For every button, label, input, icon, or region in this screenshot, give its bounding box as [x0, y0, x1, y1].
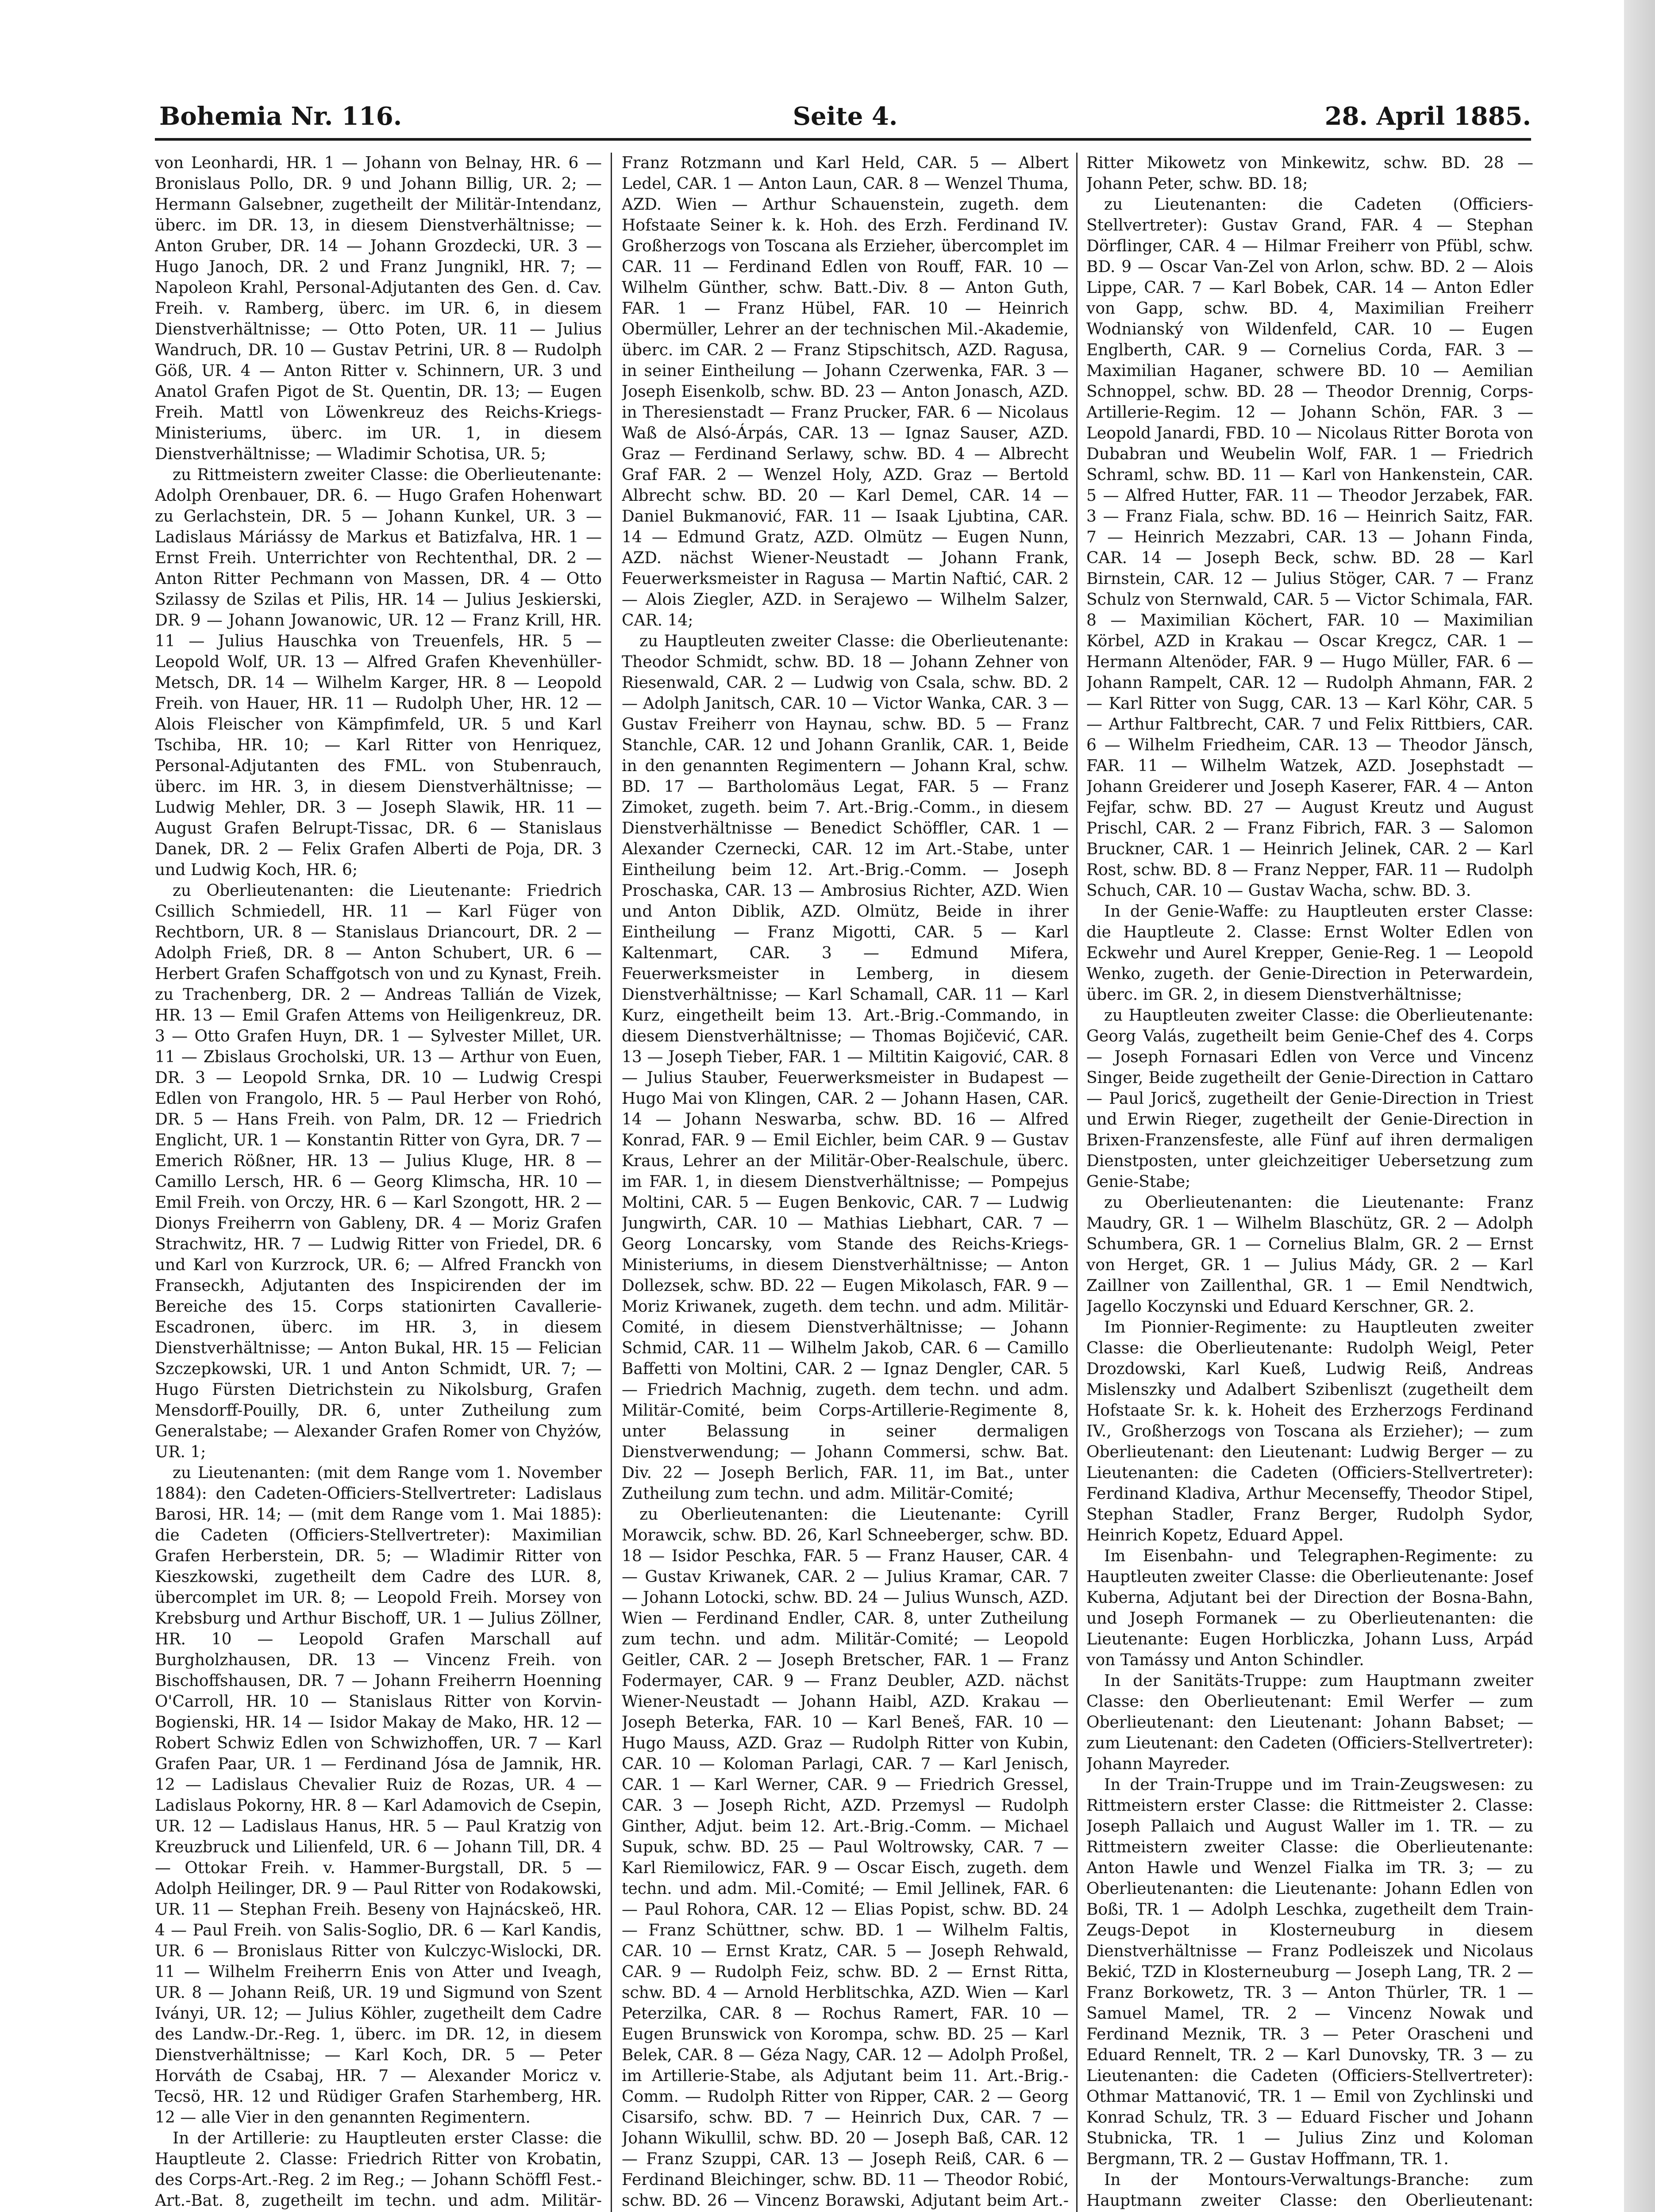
column-divider — [611, 153, 612, 2212]
paragraph: von Leonhardi, HR. 1 — Johann von Belnay, HR. 6 — Bronislaus Pollo, DR. 9 und Johann Billig, UR. 2; — Hermann Galsebner, zugetheilt der Militär-Intendanz, überc. im DR. 13, in diesem Dienstverhältnisse; — Anton Gruber, DR. 14 — Johann Grozdecki, UR. 3 — Hugo Janoch, DR. 2 und Franz Jungnikl, HR. 7; — Napoleon Krahl, Personal-Adjutanten des Gen. d. Cav. Freih. v. Ramberg, überc. im UR. 6, in diesem Dienstverhältnisse; — Otto Poten, UR. 11 — Julius Wandruch, DR. 10 — Gustav Petrini, UR. 8 — Rudolph Göß, UR. 4 — Anton Ritter v. Schinnern, UR. 3 und Anatol Grafen Pigot de St. Quentin, DR. 13; — Eugen Freih. Mattl von Löwenkreuz des Reichs-Kriegs-Ministeriums, überc. im UR. 1, in diesem Dienstverhältnisse; — Wladimir Schotisa, UR. 5; — [155, 154, 602, 463]
paragraph: zu Oberlieutenanten: die Lieutenante: Cyrill Morawcik, schw. BD. 26, Karl Schneeberger, schw. BD. 18 — Isidor Peschka, FAR. 5 — Franz Hauser, CAR. 4 — Gustav Kriwanek, CAR. 2 — Julius Kramar, CAR. 7 — Johann Lotocki, schw. BD. 24 — Julius Wunsch, AZD. Wien — Ferdinand Endler, CAR. 8, unter Zutheilung zum techn. und adm. Militär-Comité; — Leopold Geitler, CAR. 2 — Joseph Bretscher, FAR. 1 — Franz Fodermayer, CAR. 9 — Franz Deubler, AZD. nächst Wiener-Neustadt — Johann Haibl, AZD. Krakau — Joseph Beterka, FAR. 10 — Karl Beneš, FAR. 10 — Hugo Mauss, AZD. Graz — Rudolph Ritter von Kubin, CAR. 10 — Koloman Parlagi, CAR. 7 — Karl Jenisch, CAR. 1 — Karl Werner, CAR. 9 — Friedrich Gressel, CAR. 3 — Joseph Richt, AZD. Przemysl — Rudolph Ginther, Adjut. beim 12. Art.-Brig.-Comm. — Michael Supuk, schw. BD. 25 — Paul Woltrowsky, CAR. 7 — Karl Riemilowicz, FAR. 9 — Oscar Eisch, zugeth. dem techn. und adm. Mil.-Comité; — Emil Jellinek, FAR. 6 — Paul Rohora, CAR. 12 — Elias Popist, schw. BD. 24 — Franz Schüttner, schw. BD. 1 — Wilhelm Faltis, CAR. 10 — Ernst Kratz, CAR. 5 — Joseph Rehwald, CAR. 9 — Rudolph Feiz, schw. BD. 2 — Ernst Ritta, schw. BD. 4 — Arnold Herblitschka, AZD. Wien — Karl Peterzilka, CAR. 8 — Rochus Ramert, FAR. 10 — Eugen Brunswick von Korompa, schw. BD. 25 — Karl Belek, CAR. 8 — Géza Nagy, CAR. 12 — Adolph Proßel, im Artillerie-Stabe, als Adjutant beim 11. Art.-Brig.-Comm. — Rudolph Ritter von Ripper, CAR. 2 — Georg Cisarsifo, schw. BD. 7 — Heinrich Dux, CAR. 7 — Johann Wikullil, schw. BD. 20 — Joseph Baß, CAR. 12 — Franz Szuppi, CAR. 13 — Joseph Reiß, CAR. 6 — Ferdinand Bleichinger, schw. BD. 11 — Theodor Robić, schw. BD. 26 — Vincenz Borawski, Adjutant beim Art.- — [622, 1505, 1069, 2210]
paragraph: In der Montours-Verwaltungs-Branche: zum Hauptmann zweiter Classe: den Oberlieutenant: — [1086, 2171, 1533, 2210]
page-edge — [1624, 0, 1655, 2212]
column-divider — [1076, 153, 1078, 2212]
paragraph: Im Eisenbahn- und Telegraphen-Regimente: zu Hauptleuten zweiter Classe: die Oberlieutenante: Josef Kuberna, Adjutant bei der Direction der Bosna-Bahn, und Joseph Formanek — zu Oberlieutenanten: die Lieutenante: Eugen Horbliczka, Johann Luss, Arpád von Tamássy und Anton Schindler. — [1086, 1547, 1533, 1669]
paragraph: Ritter Mikowetz von Minkewitz, schw. BD. 28 — Johann Peter, schw. BD. 18; — [1086, 154, 1533, 193]
publication-title: Bohemia Nr. 116. — [159, 102, 402, 131]
paragraph: In der Artillerie: zu Hauptleuten erster Classe: die Hauptleute 2. Classe: Friedrich Ritter von Krobatin, des Corps-Art.-Reg. 2 im Reg.; — Johann Schöffl Fest.-Art.-Bat. 8, zugetheilt im techn. und adm. Militär- — [155, 2129, 602, 2210]
paragraph: zu Lieutenanten: die Cadeten (Officiers-Stellvertreter): Gustav Grand, FAR. 4 — Stephan Dörflinger, CAR. 4 — Hilmar Freiherr von Pfübl, schw. BD. 9 — Oscar Van-Zel von Arlon, schw. BD. 2 — Alois Lippe, CAR. 7 — Karl Bobek, CAR. 14 — Anton Edler von Gapp, schw. BD. 4, Maximilian Freiherr Wodnianský von Wildenfeld, CAR. 10 — Eugen Englberth, CAR. 9 — Cornelius Corda, FAR. 3 — Maximilian Haganer, schwere BD. 10 — Aemilian Schnoppel, schw. BD. 28 — Theodor Drennig, Corps-Artillerie-Regim. 12 — Johann Schön, FAR. 3 — Leopold Janardi, FBD. 10 — Nicolaus Ritter Borota von Dubabran und Weubelin Wolf, FAR. 1 — Friedrich Schraml, schw. BD. 11 — Karl von Hankenstein, CAR. 5 — Alfred Hutter, FAR. 11 — Theodor Jerzabek, FAR. 3 — Franz Fiala, schw. BD. 16 — Heinrich Saitz, FAR. 7 — Heinrich Mezzabri, CAR. 13 — Johann Finda, CAR. 14 — Joseph Beck, schw. BD. 28 — Karl Birnstein, CAR. 12 — Julius Stöger, CAR. 7 — Franz Schulz von Sternwald, CAR. 5 — Victor Schimala, FAR. 8 — Maximilian Köchert, FAR. 10 — Maximilian Körbel, AZD in Krakau — Oscar Kregcz, CAR. 1 — Hermann Altenöder, FAR. 9 — Hugo Müller, FAR. 6 — Johann Rampelt, CAR. 12 — Rudolph Ahmann, FAR. 2 — Karl Ritter von Sugg, CAR. 13 — Karl Köhr, CAR. 5 — Arthur Faltbrecht, CAR. 7 und Felix Rittbiers, CAR. 6 — Wilhelm Friedheim, CAR. 13 — Theodor Jänsch, FAR. 11 — Wilhelm Watzek, AZD. Josephstadt — Johann Greiderer und Joseph Kaserer, FAR. 4 — Anton Fejfar, schw. BD. 27 — August Kreutz und August Prischl, CAR. 2 — Franz Fibrich, FAR. 3 — Salomon Bruckner, CAR. 1 — Heinrich Jelinek, CAR. 2 — Karl Rost, schw. BD. 8 — Franz Nepper, FAR. 11 — Rudolph Schuch, CAR. 10 — Gustav Wacha, schw. BD. 3. — [1086, 196, 1533, 900]
paragraph: In der Train-Truppe und im Train-Zeugswesen: zu Rittmeistern erster Classe: die Rittmeister 2. Classe: Joseph Pallaich und August Waller im 1. TR. — zu Rittmeistern zweiter Classe: die Oberlieutenante: Anton Hawle und Wenzel Fialka im TR. 3; — zu Oberlieutenanten: die Lieutenante: Johann Edlen von Boßi, TR. 1 — Adolph Leschka, zugetheilt dem Train-Zeugs-Depot in Klosterneuburg in diesem Dienstverhältnisse — Franz Podleiszek und Nicolaus Bekić, TZD in Klosterneuburg — Joseph Lang, TR. 2 — Franz Borkowetz, TR. 3 — Anton Thürler, TR. 1 — Samuel Mamel, TR. 2 — Vincenz Nowak und Ferdinand Meznik, TR. 3 — Peter Orascheni und Eduard Rennelt, TR. 2 — Karl Dunovsky, TR. 3 — zu Lieutenanten: die Cadeten (Officiers-Stellvertreter): Othmar Mattanović, TR. 1 — Emil von Zychlinski und Konrad Schulz, TR. 3 — Eduard Fischer und Johann Stubnicka, TR. 1 — Julius Zinz und Koloman Bergmann, TR. 2 — Gustav Hoffmann, TR. 1. — [1086, 1776, 1533, 2168]
paragraph: zu Hauptleuten zweiter Classe: die Oberlieutenante: Georg Valás, zugetheilt beim Genie-Chef des 4. Corps — Joseph Fornasari Edlen von Verce und Vincenz Singer, Beide zugetheilt der Genie-Direction in Cattaro — Paul Joricš, zugetheilt der Genie-Direction in Triest und Erwin Rieger, zugetheilt der Genie-Direction in Brixen-Franzensfeste, alle Fünf auf ihren dermaligen Dienstposten, unter gleichzeitiger Uebersetzung zum Genie-Stabe; — [1086, 1006, 1533, 1191]
paragraph: In der Genie-Waffe: zu Hauptleuten erster Classe: die Hauptleute 2. Classe: Ernst Wolter Edlen von Eckwehr und Aurel Krepper, Genie-Reg. 1 — Leopold Wenko, zugeth. der Genie-Direction in Peterwardein, überc. im GR. 2, in diesem Dienstverhältnisse; — [1086, 902, 1533, 1004]
paragraph: zu Rittmeistern zweiter Classe: die Oberlieutenante: Adolph Orenbauer, DR. 6. — Hugo Grafen Hohenwart zu Gerlachstein, DR. 5 — Johann Kunkel, UR. 3 — Ladislaus Máriássy de Markus et Batizfalva, HR. 1 — Ernst Freih. Unterrichter von Rechtenthal, DR. 2 — Anton Ritter Pechmann von Massen, DR. 4 — Otto Szilassy de Szilas et Pilis, HR. 14 — Julius Jeskierski, DR. 9 — Johann Jowanowic, UR. 12 — Franz Krill, HR. 11 — Julius Hauschka von Treuenfels, HR. 5 — Leopold Wolf, UR. 13 — Alfred Grafen Khevenhüller-Metsch, DR. 14 — Wilhelm Karger, HR. 8 — Leopold Freih. von Hauer, HR. 11 — Rudolph Uher, HR. 12 — Alois Fleischer von Kämpfimfeld, UR. 5 und Karl Tschiba, HR. 10; — Karl Ritter von Henriquez, Personal-Adjutanten des FML. von Stubenrauch, überc. im HR. 3, in diesem Dienstverhältnisse; — Ludwig Mehler, DR. 3 — Joseph Slawik, HR. 11 — August Grafen Belrupt-Tissac, DR. 6 — Stanislaus Danek, DR. 2 — Felix Grafen Alberti de Poja, DR. 3 und Ludwig Koch, HR. 6; — [155, 466, 602, 879]
paragraph: zu Oberlieutenanten: die Lieutenante: Friedrich Csillich Schmiedell, HR. 11 — Karl Füger von Rechtborn, UR. 8 — Stanislaus Driancourt, DR. 2 — Adolph Frieß, DR. 8 — Anton Schubert, UR. 6 — Herbert Grafen Schaffgotsch von und zu Kynast, Freih. zu Trachenberg, DR. 2 — Andreas Tallián de Vizek, HR. 13 — Emil Grafen Attems von Heiligenkreuz, DR. 3 — Otto Grafen Huyn, DR. 1 — Sylvester Millet, UR. 11 — Zbislaus Grocholski, UR. 13 — Arthur von Euen, DR. 3 — Leopold Srnka, DR. 10 — Ludwig Crespi Edlen von Frangolo, HR. 5 — Paul Herber von Rohó, DR. 5 — Hans Freih. von Palm, DR. 12 — Friedrich Englicht, UR. 1 — Konstantin Ritter von Gyra, DR. 7 — Emerich Rößner, HR. 13 — Julius Kluge, HR. 8 — Camillo Lersch, HR. 6 — Georg Klimscha, HR. 10 — Emil Freih. von Orczy, HR. 6 — Karl Szongott, HR. 2 — Dionys Freiherrn von Gableny, DR. 4 — Moriz Grafen Strachwitz, HR. 7 — Ludwig Ritter von Friedel, DR. 6 und Karl von Kurzrock, UR. 6; — Alfred Franckh von Franseckh, Adjutanten des Inspicirenden der im Bereiche des 15. Corps stationirten Cavallerie-Escadronen, überc. im HR. 3, in diesem Dienstverhältnisse; — Anton Bukal, HR. 15 — Felician Szczepkowski, UR. 1 und Anton Schmidt, UR. 7; — Hugo Fürsten Dietrichstein zu Nikolsburg, Grafen Mensdorff-Pouilly, DR. 6, unter Zutheilung zum Generalstabe; — Alexander Grafen Romer von Chyżów, UR. 1; — [155, 882, 602, 1461]
paragraph: zu Hauptleuten zweiter Classe: die Oberlieutenante: Theodor Schmidt, schw. BD. 18 — Johann Zehner von Riesenwald, CAR. 2 — Ludwig von Csala, schw. BD. 2 — Adolph Janitsch, CAR. 10 — Victor Wanka, CAR. 3 — Gustav Freiherr von Haynau, schw. BD. 5 — Franz Stanchle, CAR. 12 und Johann Granlik, CAR. 1, Beide in den genannten Regimentern — Johann Kral, schw. BD. 17 — Bartholomäus Legat, FAR. 5 — Franz Zimoket, zugeth. beim 7. Art.-Brig.-Comm., in diesem Dienstverhältnisse — Benedict Schöffler, CAR. 1 — Alexander Czernecki, CAR. 12 im Art.-Stabe, unter Eintheilung beim 12. Art.-Brig.-Comm. — Joseph Proschaska, CAR. 13 — Ambrosius Richter, AZD. Wien und Anton Diblik, AZD. Olmütz, Beide in ihrer Eintheilung — Franz Migotti, CAR. 5 — Karl Kaltenmart, CAR. 3 — Edmund Mifera, Feuerwerksmeister in Lemberg, in diesem Dienstverhältnisse; — Karl Schamall, CAR. 11 — Karl Kurz, eingetheilt beim 13. Art.-Brig.-Commando, in diesem Dienstverhältnisse; — Thomas Bojičević, CAR. 13 — Joseph Tieber, FAR. 1 — Miltitin Kaigović, CAR. 8 — Julius Stauber, Feuerwerksmeister in Budapest — Hugo Mai von Klingen, CAR. 2 — Johann Hasen, CAR. 14 — Johann Neswarba, schw. BD. 16 — Alfred Konrad, FAR. 9 — Emil Eichler, beim CAR. 9 — Gustav Kraus, Lehrer an der Militär-Ober-Realschule, überc. im FAR. 1, in diesem Dienstverhältnisse; — Pompejus Moltini, CAR. 5 — Eugen Benkovic, CAR. 7 — Ludwig Jungwirth, CAR. 10 — Mathias Liebhart, CAR. 7 — Georg Loncarsky, vom Stande des Reichs-Kriegs-Ministeriums, in diesem Dienstverhältnisse; — Anton Dollezsek, schw. BD. 22 — Eugen Mikolasch, FAR. 9 — Moriz Kriwanek, zugeth. dem techn. und adm. Militär-Comité, in diesem Dienstverhältnisse; — Johann Schmid, CAR. 11 — Wilhelm Jakob, CAR. 6 — Camillo Baffetti von Moltini, CAR. 2 — Ignaz Dengler, CAR. 5 — Friedrich Machnig, zugeth. dem techn. und adm. Militär-Comité, beim Corps-Artillerie-Regimente 8, unter Belassung in seiner dermaligen Dienstverwendung; — Johann Commersi, schw. Bat. Div. 22 — Joseph Berlich, FAR. 11, im Bat., unter Zutheilung zum techn. und adm. Militär-Comité; — [622, 632, 1069, 1503]
paragraph: In der Sanitäts-Truppe: zum Hauptmann zweiter Classe: den Oberlieutenant: Emil Werfer — zum Oberlieutenant: den Lieutenant: Johann Babset; — zum Lieutenant: den Cadeten (Officiers-Stellvertreter): Johann Mayreder. — [1086, 1672, 1533, 1773]
column-3 — [1086, 153, 1533, 2212]
column-1 — [155, 153, 602, 2212]
column-2 — [622, 153, 1069, 2212]
paragraph: Im Pionnier-Regimente: zu Hauptleuten zweiter Classe: die Oberlieutenante: Rudolph Weigl, Peter Drozdowski, Karl Kueß, Ludwig Reiß, Andreas Mislenszky und Adalbert Szibenliszt (zugetheilt dem Hofstaate Sr. k. k. Hoheit des Erzherzogs Ferdinand IV., Großherzogs von Toscana als Erzieher); — zum Oberlieutenant: den Lieutenant: Ludwig Berger — zu Lieutenanten: die Cadeten (Officiers-Stellvertreter): Ferdinand Kladiva, Arthur Mecenseffy, Theodor Stipel, Stephan Stadler, Franz Berger, Rudolph Sydor, Heinrich Kopetz, Eduard Appel. — [1086, 1318, 1533, 1544]
paragraph: zu Oberlieutenanten: die Lieutenante: Franz Maudry, GR. 1 — Wilhelm Blaschütz, GR. 2 — Adolph Schumbera, GR. 1 — Cornelius Blalm, GR. 2 — Ernst von Herget, GR. 1 — Julius Mády, GR. 2 — Karl Zaillner von Zaillenthal, GR. 1 — Emil Nendtwich, Jagello Koczynski und Eduard Kerschner, GR. 2. — [1086, 1194, 1533, 1316]
paragraph: zu Lieutenanten: (mit dem Range vom 1. November 1884): den Cadeten-Officiers-Stellvertreter: Ladislaus Barosi, HR. 14; — (mit dem Range vom 1. Mai 1885): die Cadeten (Officiers-Stellvertreter): Maximilian Grafen Herberstein, DR. 5; — Wladimir Ritter von Kieszkowski, zugetheilt dem Cadre des LUR. 8, übercomplet im UR. 8; — Leopold Freih. Morsey von Krebsburg und Arthur Bischoff, UR. 1 — Julius Zöllner, HR. 10 — Leopold Grafen Marschall auf Burgholzhausen, DR. 13 — Vincenz Freih. von Bischoffshausen, DR. 7 — Johann Freiherrn Hoenning O'Carroll, HR. 10 — Stanislaus Ritter von Korvin-Bogienski, HR. 14 — Isidor Makay de Mako, HR. 12 — Robert Schwiz Edlen von Schwizhoffen, UR. 7 — Karl Grafen Paar, UR. 1 — Ferdinand Jósa de Jamnik, HR. 12 — Ladislaus Chevalier Ruiz de Rozas, UR. 4 — Ladislaus Pokorny, HR. 8 — Karl Adamovich de Csepin, UR. 12 — Ladislaus Hanus, HR. 5 — Paul Kratzig von Kreuzbruck und Lilienfeld, UR. 6 — Johann Till, DR. 4 — Ottokar Freih. v. Hammer-Burgstall, DR. 5 — Adolph Heilinger, DR. 9 — Paul Ritter von Rodakowski, UR. 11 — Stephan Freih. Beseny von Hajnácskeö, HR. 4 — Paul Freih. von Salis-Soglio, DR. 6 — Karl Kandis, UR. 6 — Bronislaus Ritter von Kulczyc-Wislocki, DR. 11 — Wilhelm Freiherrn Enis von Atter und Iveagh, UR. 8 — Johann Reiß, UR. 19 und Sigmund von Szent Iványi, UR. 12; — Julius Köhler, zugetheilt dem Cadre des Landw.-Dr.-Reg. 1, überc. im DR. 12, in diesem Dienstverhältnisse; — Karl Koch, DR. 5 — Peter Horváth de Csabaj, HR. 7 — Alexander Moricz v. Tecsö, HR. 12 und Rüdiger Grafen Starhemberg, HR. 12 — alle Vier in den genannten Regimentern. — [155, 1464, 602, 2127]
page-number: Seite 4. — [793, 102, 898, 131]
page-header — [159, 102, 1531, 137]
paragraph: Franz Rotzmann und Karl Held, CAR. 5 — Albert Ledel, CAR. 1 — Anton Laun, CAR. 8 — Wenzel Thuma, AZD. Wien — Arthur Schauenstein, zugeth. dem Hofstaate Seiner k. k. Hoh. des Erzh. Ferdinand IV. Großherzogs von Toscana als Erzieher, übercomplet im CAR. 11 — Ferdinand Edlen von Rouff, FAR. 10 — Wilhelm Günther, schw. Batt.-Div. 8 — Anton Guth, FAR. 1 — Franz Hübel, FAR. 10 — Heinrich Obermüller, Lehrer an der technischen Mil.-Akademie, überc. im CAR. 2 — Franz Stipschitsch, AZD. Ragusa, in seiner Eintheilung — Johann Czerwenka, FAR. 3 — Joseph Eisenkolb, schw. BD. 23 — Anton Jonasch, AZD. in Theresienstadt — Franz Prucker, FAR. 6 — Nicolaus Waß de Alsó-Árpás, CAR. 13 — Ignaz Sauser, AZD. Graz — Ferdinand Serlawy, schw. BD. 4 — Albrecht Graf FAR. 2 — Wenzel Holy, AZD. Graz — Bertold Albrecht schw. BD. 20 — Karl Demel, CAR. 14 — Daniel Bukmanović, FAR. 11 — Isaak Ljubtina, CAR. 14 — Edmund Gratz, AZD. Olmütz — Eugen Nunn, AZD. nächst Wiener-Neustadt — Johann Frank, Feuerwerksmeister in Ragusa — Martin Naftić, CAR. 2 — Alois Ziegler, AZD. in Serajewo — Wilhelm Salzer, CAR. 14; — [622, 154, 1069, 630]
issue-date: 28. April 1885. — [1324, 102, 1531, 131]
header-rule — [155, 138, 1531, 141]
